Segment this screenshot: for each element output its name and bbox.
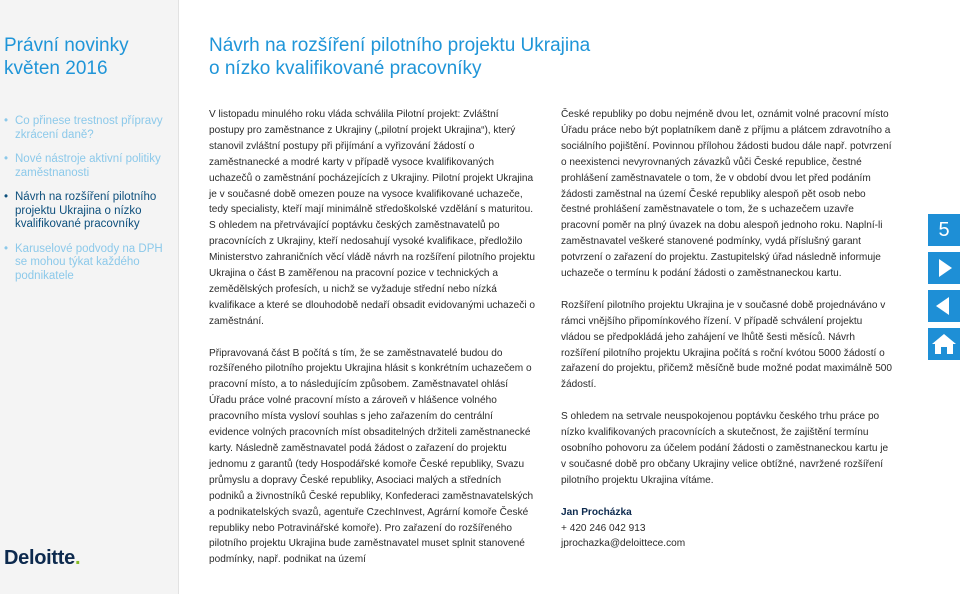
article-title-line2: o nízko kvalifikované pracovníky bbox=[209, 58, 482, 79]
contact-phone: + 420 246 042 913 bbox=[561, 522, 646, 534]
sidebar bbox=[0, 0, 179, 594]
home-button[interactable] bbox=[928, 328, 960, 360]
newsletter-title bbox=[4, 34, 174, 80]
paragraph: Rozšíření pilotního projektu Ukrajina je v současné době projednáváno v rámci vnějšího připomínkového řízení. V případě schválení projektu vládou se předpokládá jeho zahájení ve lhůtě šesti měsíců. Návrh rozšíření pilotního projektu Ukrajina počítá s roční kvótou 5000 žádostí o zařazení do projektu, přičemž měsíčně bude možné podat maximálně 500 žádostí. bbox=[561, 299, 893, 391]
home-icon bbox=[928, 328, 960, 360]
article-column-left bbox=[209, 107, 535, 568]
next-page-button[interactable] bbox=[928, 252, 960, 284]
previous-arrow-icon bbox=[928, 290, 960, 322]
previous-page-button[interactable] bbox=[928, 290, 960, 322]
newsletter-title-line2: květen 2016 bbox=[4, 58, 108, 79]
logo-dot: . bbox=[74, 547, 81, 569]
contact-name: Jan Procházka bbox=[561, 506, 632, 518]
logo-text: Deloitte bbox=[4, 547, 75, 569]
contact-email[interactable]: jprochazka@deloittece.com bbox=[561, 538, 686, 550]
page-number: 5 bbox=[928, 214, 960, 246]
article-title bbox=[209, 34, 829, 80]
sidebar-item-karuselove[interactable]: • Karuselové podvody na DPH se mohou týkat každého podnikatele bbox=[4, 243, 174, 284]
sidebar-item-trestnost[interactable]: • Co přinese trestnost přípravy zkrácení daně? bbox=[4, 115, 174, 142]
paragraph: Připravovaná část B počítá s tím, že se zaměstnavatelé budou do rozšířeného pilotního projektu Ukrajina hlásit s konkrétním uchazečem o pracovní místo, a to následujícím způsobem. Zaměstnavatel ohlásí Úřadu práce volné pracovní místo a zároveň v hlášence volného pracovního místa vysloví souhlas s jeho zařazením do centrální evidence volných pracovních míst obsaditelných držiteli zaměstnanecké karty. Následně zaměstnavatel podá žádost o zařazení do projektu jednomu z garantů (tedy Hospodářské komoře České republiky, Svazu průmyslu a dopravy České republiky, Asociaci malých a středních podniků a živnostníků České republiky, Konfederaci zaměstnavatelských a podnikatelských svazů, agentuře CzechInvest, Agrární komoře České republiky nebo Potravinářské komoře). Pro zařazení do rozšířeného pilotního projektu Ukrajina bude zaměstnavatel muset splnit stanovené podmínky, např. podnikat na území bbox=[209, 347, 534, 566]
paragraph: V listopadu minulého roku vláda schválila Pilotní projekt: Zvláštní postupy pro zaměstnance z Ukrajiny („pilotní projekt Ukrajina“), který stanovil zvláštní postupy při přijímání a vyřizování žádostí o zaměstnanecké a modré karty v případě vysoce kvalifikovaných uchazečů o zaměstnání pocházejících z Ukrajiny. Pilotní projekt Ukrajina je v současné době omezen pouze na vysoce kvalifikované uchazeče, tedy specialisty, kteří mají minimálně středoškolské vzdělání s maturitou. S ohledem na přetrvávající poptávku českých zaměstnavatelů po pracovnících z Ukrajiny, kteří nedosahují vysoké kvalifikace, předložilo Ministerstvo zahraničních věcí vládě návrh na rozšíření pilotního projektu Ukrajina o část B zaměřenou na pracovní pozice v technických a zemědělských profesích, u nichž se vyžaduje střední nebo nízká kvalifikace a které se dlouhodobě nedaří obsadit evidovanými uchazeči o zaměstnání. bbox=[209, 109, 536, 327]
article-column-right bbox=[561, 107, 893, 552]
paragraph: České republiky po dobu nejméně dvou let, oznámit volné pracovní místo Úřadu práce nebo být poplatníkem daně z příjmu a plátcem zdravotního a sociálního pojištění. Povinnou přílohou žádosti budou dále např. potvrzení o neexistenci nevyrovnaných závazků vůči České republice, čestné prohlášení zaměstnavatele o tom, že v období dvou let před podáním žádosti zaměstnal na území České republiky alespoň pět osob nebo čestné prohlášení zaměstnavatele o tom, že s uchazečem uzavře pracovní poměr na plný úvazek na dobu alespoň jednoho roku. Naplní-li zaměstnavatel veškeré stanovené podmínky, vydá příslušný garant potvrzení o zařazení do projektu. Zastupitelský úřad následně informuje uchazeče o termínu k podání žádosti o zaměstnaneckou kartu. bbox=[561, 109, 892, 280]
article-title-line1: Návrh na rozšíření pilotního projektu Ukrajina bbox=[209, 35, 591, 56]
sidebar-item-ukrajina[interactable]: • Návrh na rozšíření pilotního projektu Ukrajina o nízko kvalifikované pracovníky bbox=[4, 191, 174, 232]
article-list bbox=[4, 115, 174, 294]
next-arrow-icon bbox=[928, 252, 960, 284]
sidebar-item-nastroje[interactable]: • Nové nástroje aktivní politiky zaměstnanosti bbox=[4, 153, 174, 180]
paragraph: S ohledem na setrvale neuspokojenou poptávku českého trhu práce po nízko kvalifikovaných pracovnících a skutečnost, že zajištění termínu osobního pohovoru za účelem podání žádosti o zaměstnaneckou kartu je v současné době pro občany Ukrajiny velice obtížné, navržené rozšíření pilotního projektu Ukrajina vítáme. bbox=[561, 411, 889, 486]
newsletter-title-line1: Právní novinky bbox=[4, 35, 129, 56]
deloitte-logo bbox=[4, 547, 80, 570]
